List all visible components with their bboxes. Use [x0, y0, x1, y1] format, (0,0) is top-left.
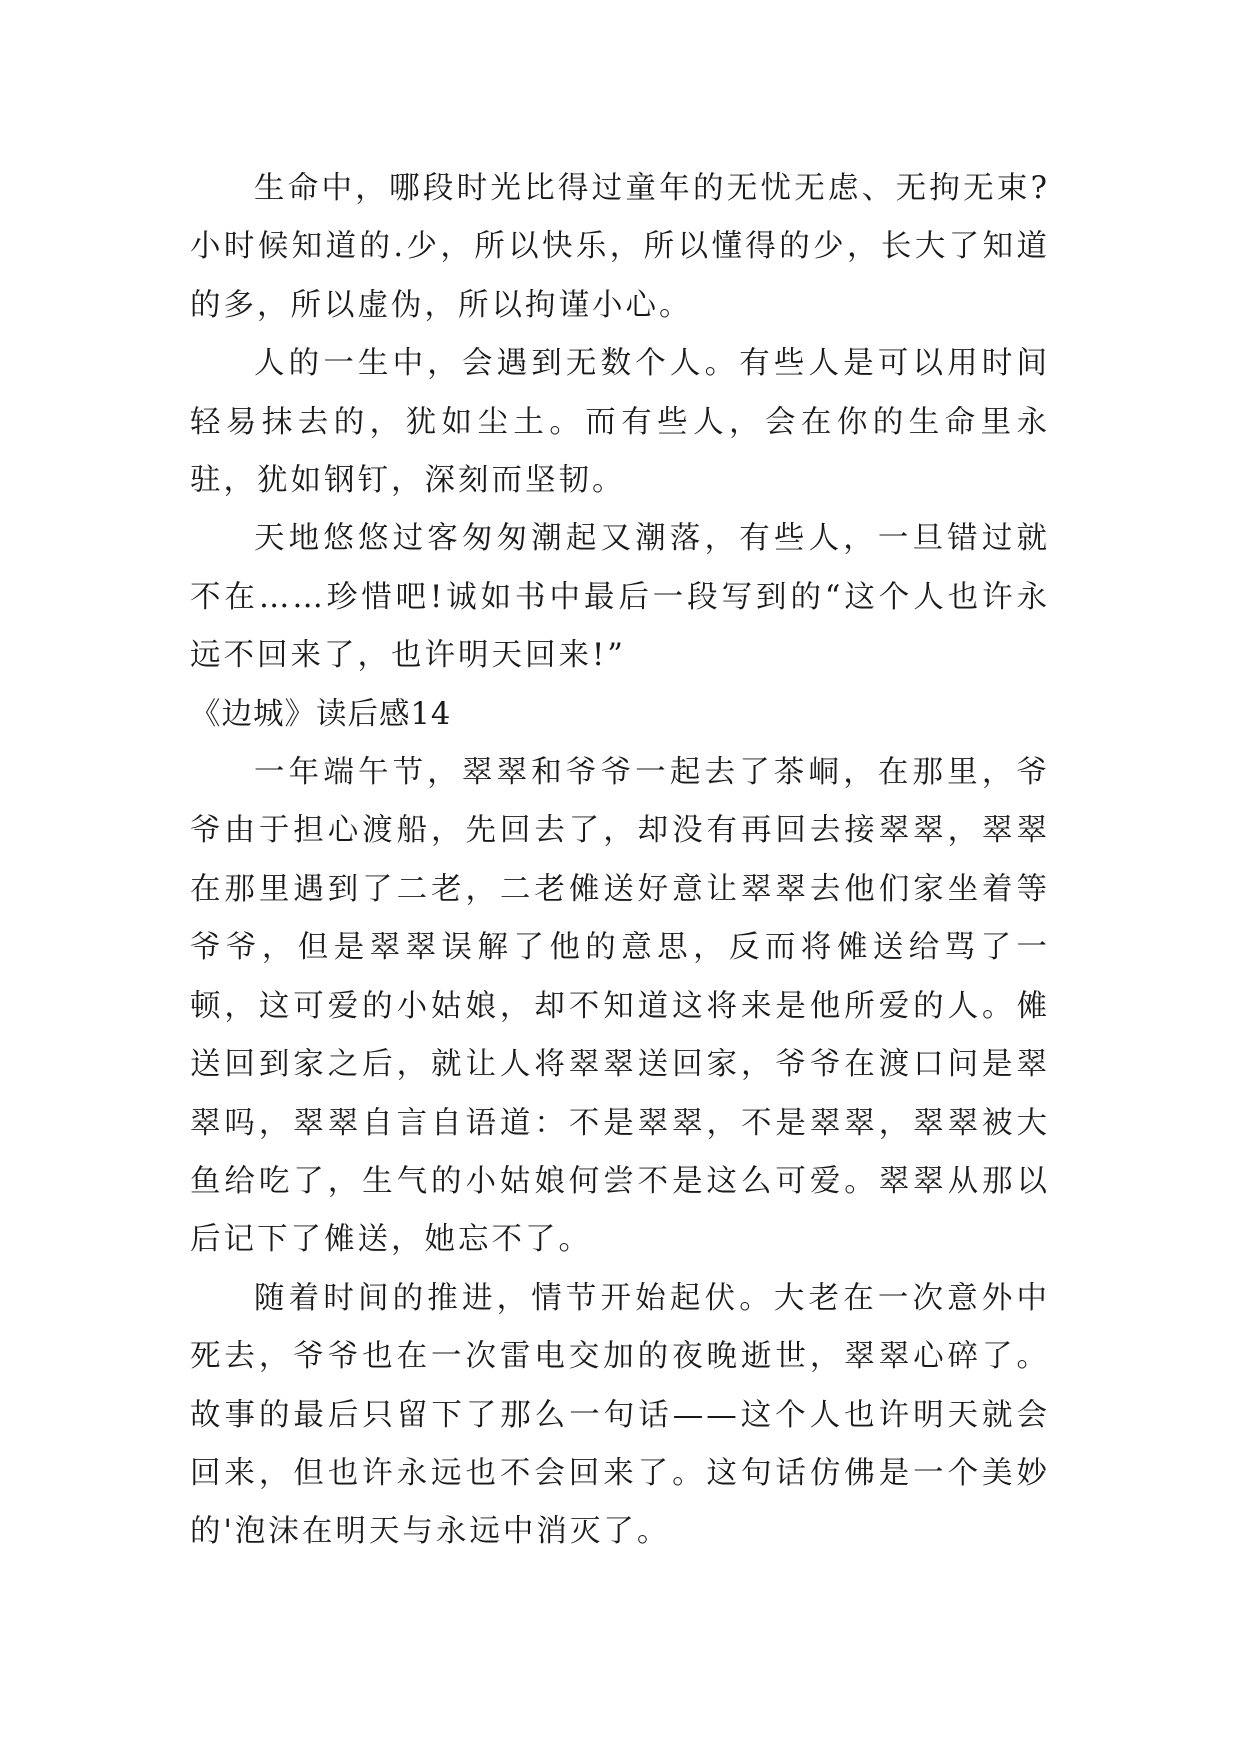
paragraph: 人的一生中，会遇到无数个人。有些人是可以用时间轻易抹去的，犹如尘土。而有些人，会在你的生命里永驻，犹如钢钉，深刻而坚韧。: [190, 346, 1050, 499]
paragraph: 一年端午节，翠翠和爷爷一起去了茶峒，在那里，爷爷由于担心渡船，先回去了，却没有再回去接翠翠，翠翠在那里遇到了二老，二老傩送好意让翠翠去他们家坐着等爷爷，但是翠翠误解了他的意思，反而将傩送给骂了一顿，这可爱的小姑娘，却不知道这将来是他所爱的人。傩送回到家之后，就让人将翠翠送回家，爷爷在渡口问是翠翠吗，翠翠自言自语道：不是翠翠，不是翠翠，翠翠被大鱼给吃了，生气的小姑娘何尝不是这么可爱。翠翠从那以后记下了傩送，她忘不了。: [190, 755, 1050, 1258]
document-page: [190, 160, 1050, 1562]
paragraph: 天地悠悠过客匆匆潮起又潮落，有些人，一旦错过就不在……珍惜吧!诚如书中最后一段写到的“这个人也许永远不回来了，也许明天回来!”: [190, 521, 1050, 674]
paragraph: 随着时间的推进，情节开始起伏。大老在一次意外中死去，爷爷也在一次雷电交加的夜晚逝世，翠翠心碎了。故事的最后只留下了那么一句话——这个人也许明天就会回来，但也许永远也不会回来了。这句话仿佛是一个美妙的'泡沫在明天与永远中消灭了。: [190, 1280, 1050, 1550]
section-heading: 《边城》读后感14: [190, 696, 452, 732]
paragraph: 生命中，哪段时光比得过童年的无忧无虑、无拘无束?小时候知道的.少，所以快乐，所以懂得的少，长大了知道的多，所以虚伪，所以拘谨小心。: [190, 171, 1050, 323]
